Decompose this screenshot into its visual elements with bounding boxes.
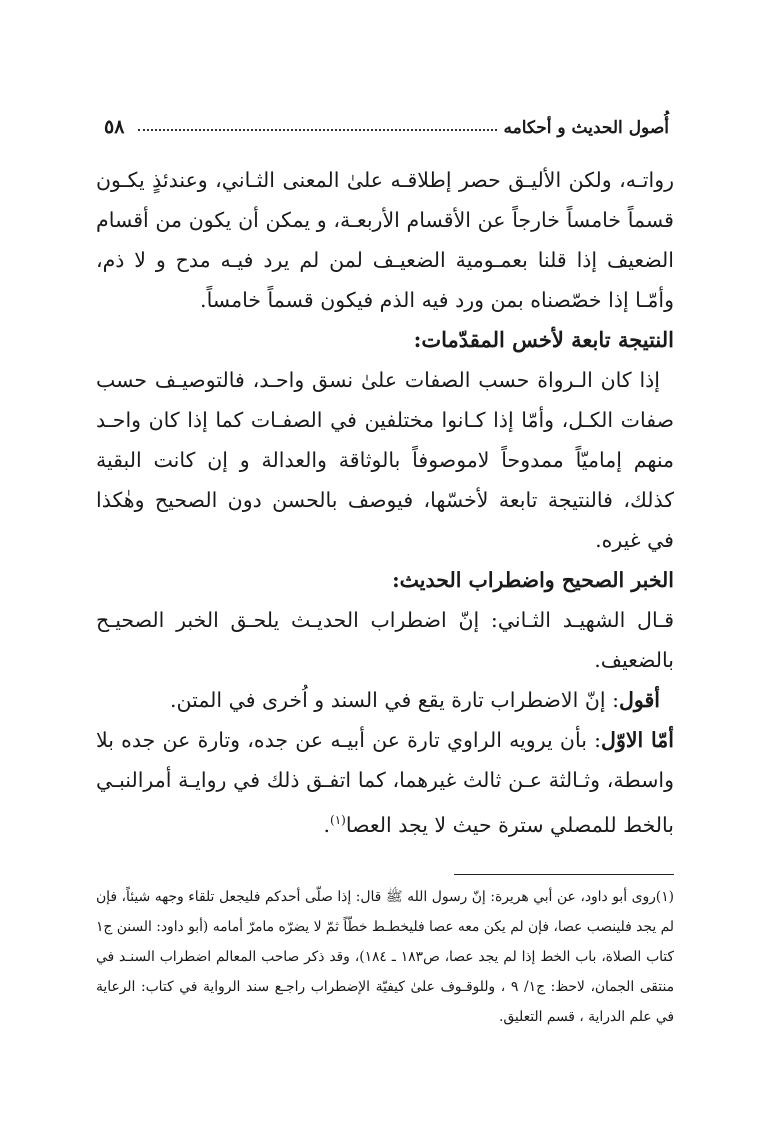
page-number: ٥٨ xyxy=(104,116,125,138)
paragraph-4 xyxy=(96,680,674,720)
paragraph-1: رواتـه، ولكن الأليـق حصر إطلاقـه علىٰ المعنى الثـاني، وعندئذٍ يكـون قسماً خامساً خارجاً عن الأقسام الأربعـة، و يمكن أن يكون من أقسام الضعيف إذا قلنا بعمـومية الضعيـف لمن لم يرد فيـه مدح و لا ذم، وأمّـا إذا خصّصناه بمن ورد فيه الذم فيكون قسماً خامساً. xyxy=(96,168,674,312)
section-heading-1: النتيجة تابعة لأخس المقدّمات: xyxy=(413,327,674,352)
paragraph-5 xyxy=(96,720,674,845)
footnote-text: (١)روى أبو داود، عن أبي هريرة: إنّ رسول الله ﷺ قال: إذا صلّى أحدكم فليجعل تلقاء وجهه شيئاً، فإن لم يجد فلينصب عصا، فإن لم يكن معه عصا فليخطـط خطّاً ثمّ لا يضرّه مامرّ أمامه (أبو داود: السنن ج١ كتاب الصلاة، باب الخط إذا لم يجد عصا، ص١٨٣ ـ ١٨٤)، وقد ذكر صاحب المعالم اضطراب السنـد في منتقى الجمان، لاحظ: ج١/ ٩ ، وللوقـوف علىٰ كيفيّة الإضطراب راجـع سند الرواية في كتاب: الرعاية في علم الدراية ، قسم التعليق. xyxy=(96,889,675,1025)
header-dotted-rule xyxy=(138,129,497,131)
paragraph-4-text: : إنّ الاضطراب تارة يقع في السند و اُخرى في المتن. xyxy=(170,688,620,712)
footnote-ref[interactable]: (١) xyxy=(330,813,346,827)
running-title: أُصول الحديث و أحكامه xyxy=(503,118,669,138)
paragraph-2: إذا كان الـرواة حسب الصفات علىٰ نسق واحـد، فالتوصيـف حسب صفات الكـل، وأمّا إذا كـانوا مختلفين في الصفـات كما إذا كان واحـد منهم إماميّاً ممدوحاً لاموصوفاً بالوثاقة والعدالة و إن كانت البقية كذلك، فالنتيجة تابعة لأخسّها، فيوصف بالحسن دون الصحيح وهٰكذا في غيره. xyxy=(96,368,674,552)
footnote xyxy=(96,882,674,1032)
paragraph-5-text: : بأن يرويه الراوي تارة عن أبيـه عن جده، وتارة عن جده بلا واسطة، وثـالثة عـن ثالث غيرهما، كما اتفـق ذلك في روايـة أمرالنبـي بالخط للمصلي سترة حيث لا يجد العصا xyxy=(96,728,674,837)
paragraph-4-lead: أقول xyxy=(619,688,660,712)
paragraph-5-lead: أمّا الاوّل xyxy=(601,728,674,752)
paragraph-5-end: . xyxy=(323,812,330,837)
footnote-separator xyxy=(454,874,674,875)
section-heading-2: الخبر الصحيح واضطراب الحديث: xyxy=(392,568,674,592)
page-header xyxy=(104,108,669,138)
paragraph-3: قـال الشهيـد الثـاني: إنّ اضطراب الحديـث يلحـق الخبر الصحيـح بالضعيف. xyxy=(96,608,674,672)
main-text xyxy=(96,160,674,845)
